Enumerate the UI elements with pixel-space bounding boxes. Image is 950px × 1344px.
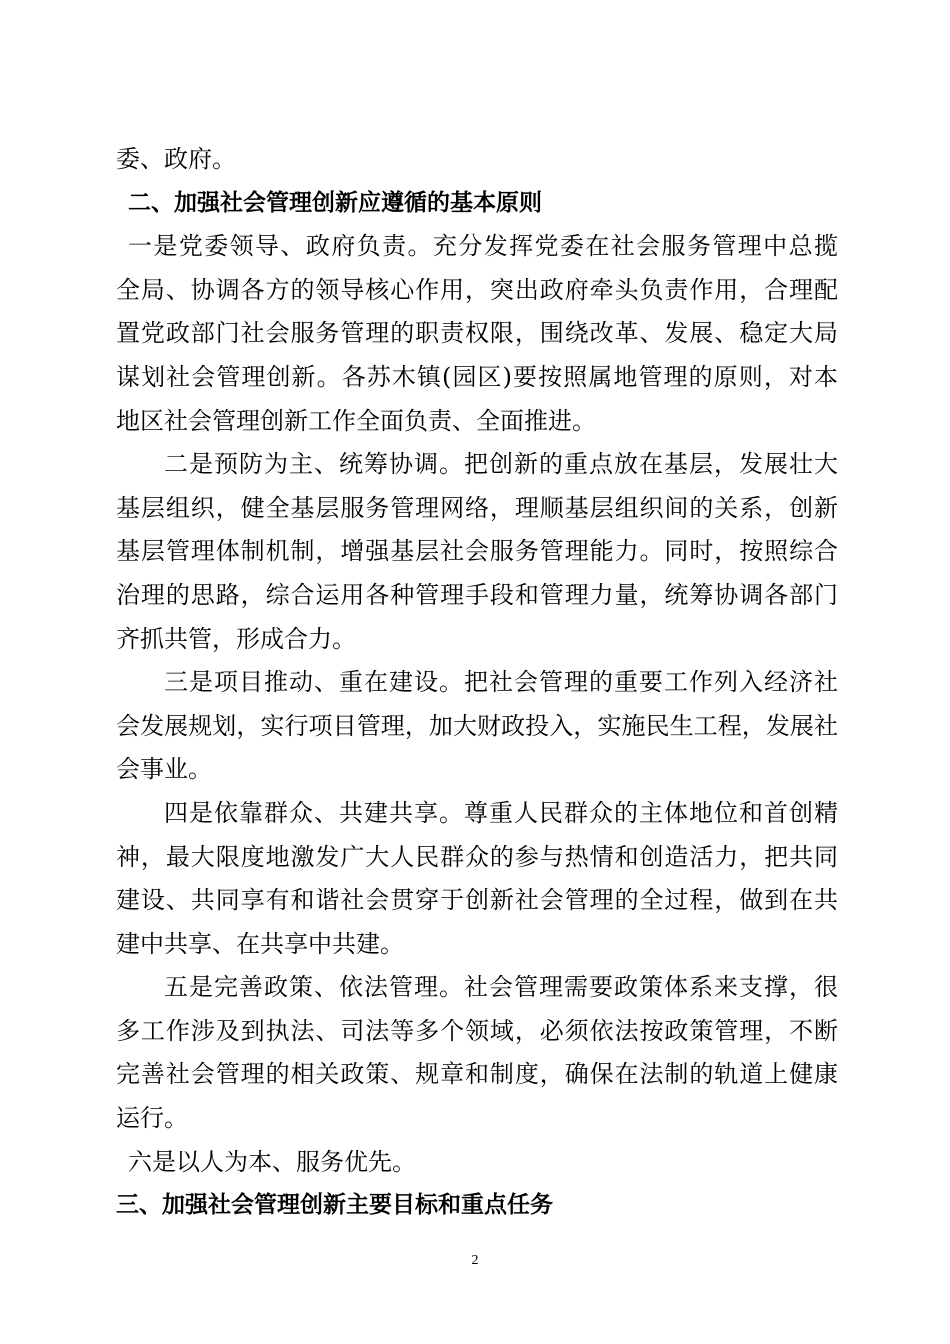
paragraph-line: 多工作涉及到执法、司法等多个领域，必须依法按政策管理，不断 (116, 1016, 838, 1045)
paragraph-line: 地区社会管理创新工作全面负责、全面推进。 (116, 406, 596, 435)
paragraph-line: 置党政部门社会服务管理的职责权限，围绕改革、发展、稳定大局 (116, 319, 838, 348)
paragraph-line: 委、政府。 (116, 145, 236, 173)
paragraph-line: 建中共享、在共享中共建。 (116, 929, 404, 958)
paragraph-line: 完善社会管理的相关政策、规章和制度，确保在法制的轨道上健康 (116, 1060, 838, 1089)
paragraph-line: 三是项目推动、重在建设。把社会管理的重要工作列入经济社 (164, 668, 838, 697)
paragraph-line: 六是以人为本、服务优先。 (128, 1147, 416, 1176)
paragraph-line: 会发展规划，实行项目管理，加大财政投入，实施民生工程，发展社 (116, 711, 838, 740)
paragraph-line: 建设、共同享有和谐社会贯穿于创新社会管理的全过程，做到在共 (116, 886, 838, 915)
paragraph-line: 会事业。 (116, 755, 212, 784)
paragraph-line: 神，最大限度地激发广大人民群众的参与热情和创造活力，把共同 (116, 842, 838, 871)
page-number: 2 (471, 1253, 479, 1268)
paragraph-line: 二是预防为主、统筹协调。把创新的重点放在基层，发展壮大 (164, 450, 838, 479)
paragraph-line: 一是党委领导、政府负责。充分发挥党委在社会服务管理中总揽 (128, 232, 838, 261)
section-heading-2: 二、加强社会管理创新应遵循的基本原则 (128, 189, 542, 216)
paragraph-line: 基层组织，健全基层服务管理网络，理顺基层组织间的关系，创新 (116, 493, 838, 522)
paragraph-line: 五是完善政策、依法管理。社会管理需要政策体系来支撑，很 (164, 973, 838, 1002)
paragraph-line: 四是依靠群众、共建共享。尊重人民群众的主体地位和首创精 (164, 798, 838, 827)
paragraph-line: 齐抓共管，形成合力。 (116, 624, 356, 653)
section-heading-3: 三、加强社会管理创新主要目标和重点任务 (116, 1192, 553, 1219)
paragraph-line: 全局、协调各方的领导核心作用，突出政府牵头负责作用，合理配 (116, 275, 838, 304)
paragraph-line: 谋划社会管理创新。各苏木镇(园区)要按照属地管理的原则，对本 (116, 362, 838, 391)
paragraph-line: 运行。 (116, 1104, 188, 1133)
paragraph-line: 治理的思路，综合运用各种管理手段和管理力量，统筹协调各部门 (116, 580, 838, 609)
paragraph-line: 基层管理体制机制，增强基层社会服务管理能力。同时，按照综合 (116, 537, 838, 566)
document-body (116, 138, 838, 1228)
